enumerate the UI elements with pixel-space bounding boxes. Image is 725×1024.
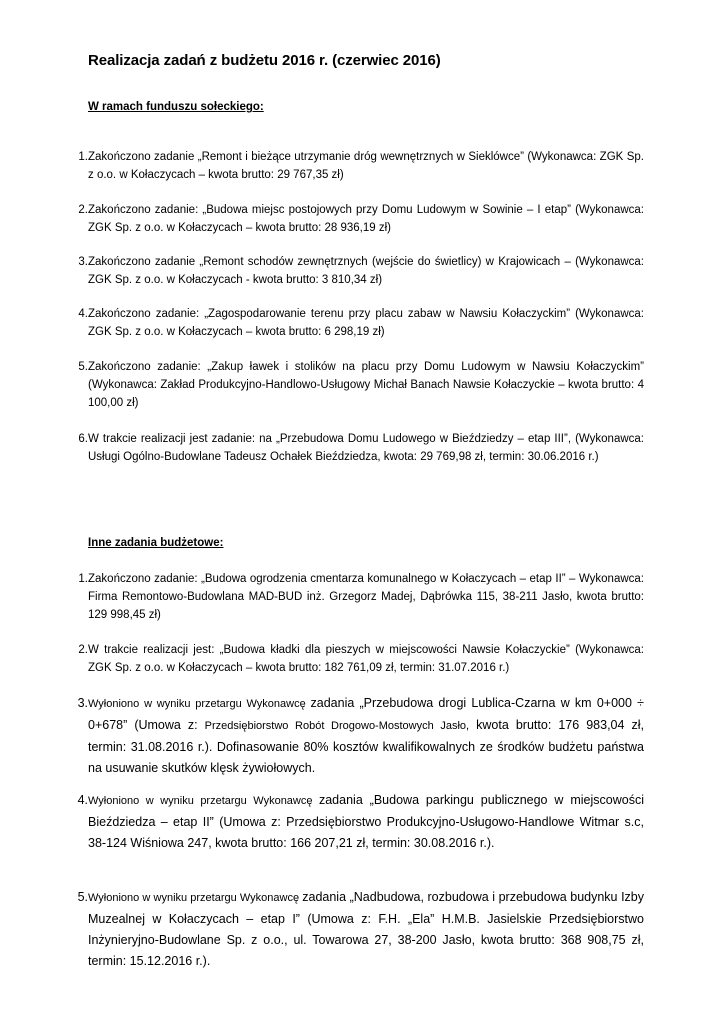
list-text: Zakończono zadanie „Remont schodów zewnętrznych (wejście do świetlicy) w Krajowicach – (Wykonawca: ZGK Sp. z o.o. w Kołaczycach - kwota brutto: 3 810,34 zł) (88, 256, 644, 286)
list-text: W trakcie realizacji jest: „Budowa kładki dla pieszych w miejscowości Nawsie Kołaczyckie” (Wykonawca: ZGK Sp. z o.o. w Kołaczycach – kwota brutto: 182 761,09 zł, termin: 31.07.2016 r.) (88, 644, 644, 674)
list-number: 5. (77, 890, 88, 904)
list-text: W trakcie realizacji jest zadanie: na „Przebudowa Domu Ludowego w Bieździedzy – etap III”, (Wykonawca: Usługi Ogólno-Budowlane Tadeusz Ochałek Bieździedza, kwota: 29 769,98 zł, termin: 30.06.2016 r.) (88, 433, 644, 463)
list-number: 3. (77, 696, 88, 710)
list-text: Zakończono zadanie: „Budowa ogrodzenia cmentarza komunalnego w Kołaczycach – etap II” – Wykonawca: Firma Remontowo-Budowlana MAD-BUD inż. Grzegorz Madej, Dąbrówka 115, 38-211 Jasło, kwota brutto: 129 998,45 zł) (88, 573, 644, 621)
list-text-tail: kwota brutto: 176 983,04 zł, termin: 31.08.2016 r.). Dofinasowanie 80% kosztów kwalifikowalnych ze środków budżetu państwa na usuwanie skutków klęsk żywiołowych. (88, 718, 645, 775)
list-number: 1. (78, 573, 88, 585)
list-text-contractor: Przedsiębiorstwo Robót Drogowo-Mostowych Jasło, (204, 720, 470, 732)
list-text (88, 693, 644, 779)
list-text: Zakończono zadanie: „Zagospodarowanie terenu przy placu zabaw w Nawsiu Kołaczyckim” (Wykonawca: ZGK Sp. z o.o. w Kołaczycach – kwota brutto: 6 298,19 zł) (88, 308, 644, 338)
list-number: 6. (78, 433, 88, 445)
section-heading-solecki: W ramach funduszu sołeckiego: (88, 101, 264, 113)
list-text-main: zadania „Przebudowa drogi Lublica-Czarna w km 0+000 ÷ 0+678” (Umowa z: (88, 696, 644, 732)
list-number: 3. (78, 256, 88, 268)
list-text (88, 887, 644, 972)
list-text: Zakończono zadanie „Remont i bieżące utrzymanie dróg wewnętrznych w Sieklówce” (Wykonawca: ZGK Sp. z o.o. w Kołaczycach – kwota brutto: 29 767,35 zł) (88, 151, 644, 181)
list-text-main: zadania „Budowa parkingu publicznego w miejscowości Bieździedza – etap II” (Umowa z: Przedsiębiorstwo Produkcyjno-Usługowo-Handlowe Witmar s.c, 38-124 Wiśniowa 247, kwota brutto: 166 207,21 zł, termin: 30.08.2016 r.). (88, 793, 644, 850)
list-number: 5. (78, 361, 88, 373)
list-number: 1. (78, 151, 88, 163)
list-number: 2. (78, 644, 88, 656)
list-number: 4. (78, 308, 88, 320)
list-text-lead: Wyłoniono w wyniku przetargu Wykonawcę (88, 698, 311, 710)
list-text-lead: Wyłoniono w wyniku przetargu Wykonawcę (88, 795, 319, 807)
page-title: Realizacja zadań z budżetu 2016 r. (czerwiec 2016) (88, 52, 441, 69)
list-text-main: zadania „Nadbudowa, rozbudowa i przebudowa budynku Izby Muzealnej w Kołaczycach – etap I” (Umowa z: F.H. „Ela” H.M.B. Jasielskie Przedsiębiorstwo Inżynieryjno-Budowlane Sp. z o.o., ul. Towarowa 27, 38-200 Jasło, kwota brutto: 368 908,75 zł, termin: 15.12.2016 r.). (88, 890, 644, 968)
list-text: Zakończono zadanie: „Zakup ławek i stolików na placu przy Domu Ludowym w Nawsiu Kołaczyckim” (Wykonawca: Zakład Produkcyjno-Handlowo-Usługowy Michał Banach Nawsie Kołaczyckie – kwota brutto: 4 100,00 zł) (88, 361, 644, 409)
list-number: 4. (77, 793, 88, 807)
list-text: Zakończono zadanie: „Budowa miejsc postojowych przy Domu Ludowym w Sowinie – I etap” (Wykonawca: ZGK Sp. z o.o. w Kołaczycach – kwota brutto: 28 936,19 zł) (88, 204, 644, 234)
list-text-lead: Wyłoniono w wyniku przetargu Wykonawcę (88, 892, 303, 904)
list-number: 2. (78, 204, 88, 216)
section-heading-inne: Inne zadania budżetowe: (88, 537, 224, 549)
list-text (88, 790, 644, 854)
